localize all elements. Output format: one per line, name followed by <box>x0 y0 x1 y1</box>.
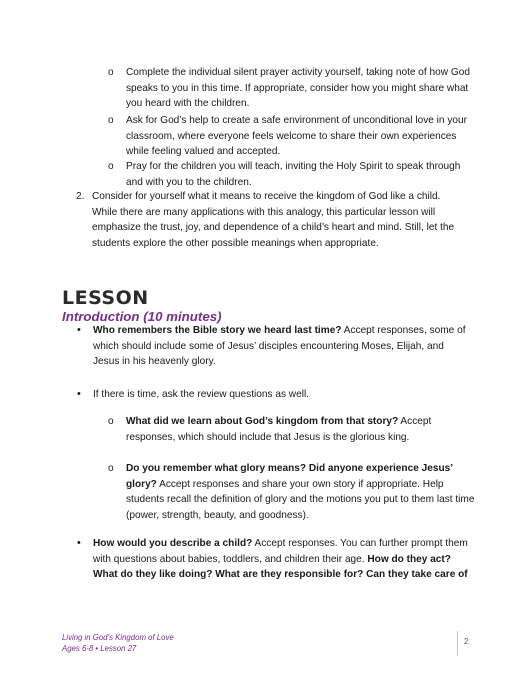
review-question: What did we learn about God’s kingdom from that story? <box>126 416 399 427</box>
footer-title: Living in God’s Kingdom of Love <box>62 633 174 642</box>
sub-item-marker: o <box>108 463 114 474</box>
bullet-icon: • <box>77 388 81 400</box>
footer-divider <box>457 631 458 655</box>
bullet-text: Accept responses, some of which should include some of Jesus’ disciples encountering Moses, Elijah, and Jesus in his heavenly glory. <box>93 325 466 368</box>
sub-item-marker: o <box>108 115 114 126</box>
page-number: 2 <box>464 637 469 646</box>
bullet-icon: • <box>77 324 81 336</box>
review-sub-item-2 <box>126 461 476 523</box>
review-question: Do you remember what glory means? Did anyone experience Jesus’ glory? <box>126 463 453 490</box>
prep-sub-item-2: Ask for God’s help to create a safe environment of unconditional love in your classroom, where everyone feels welcome to share their own experiences while feeling valued and accepted. <box>126 115 467 158</box>
review-sub-item-1 <box>126 414 471 445</box>
lesson-heading: LESSON <box>62 287 149 309</box>
review-question: How would you describe a child? <box>93 538 253 549</box>
bullet-item-1 <box>93 323 473 370</box>
prep-sub-item-1: Complete the individual silent prayer activity yourself, taking note of how God speaks to you in this time. If appropriate, consider how you might share what you heard with the children. <box>126 67 470 110</box>
bullet-item-2: If there is time, ask the review questions as well. <box>93 389 309 400</box>
prep-sub-item-3: Pray for the children you will teach, inviting the Holy Spirit to speak through and with you to the children. <box>126 161 461 188</box>
bullet-icon: • <box>77 537 81 549</box>
footer-subtitle: Ages 6-8 • Lesson 27 <box>62 644 137 653</box>
sub-item-marker: o <box>108 416 114 427</box>
follow-up-questions: How do they act? What do they like doing? What are they responsible for? Can they take care of <box>93 553 468 581</box>
list-number: 2. <box>76 191 85 202</box>
prep-item-2: Consider for yourself what it means to receive the kingdom of God like a child. While there are many applications with this analogy, this particular lesson will emphasize the trust, joy, and dependence of a child’s heart and mind. Still, let the students explore the other possible meanings when appropriate. <box>92 191 455 249</box>
bullet-text: Accept responses. You can further prompt them with questions about babies, toddlers, and children their age. <box>93 538 468 565</box>
review-question: Who remembers the Bible story we heard last time? <box>93 325 342 336</box>
introduction-subheading: Introduction (10 minutes) <box>62 309 222 324</box>
sub-item-text: Accept responses, which should include that Jesus is the glorious king. <box>126 416 432 443</box>
bullet-item-3 <box>93 536 475 583</box>
sub-item-marker: o <box>108 161 114 172</box>
sub-item-marker: o <box>108 67 114 78</box>
sub-item-text: Accept responses and share your own story if appropriate. Help students recall the definition of glory and the motions you put to them last time (power, strength, beauty, and goodness). <box>126 478 475 521</box>
